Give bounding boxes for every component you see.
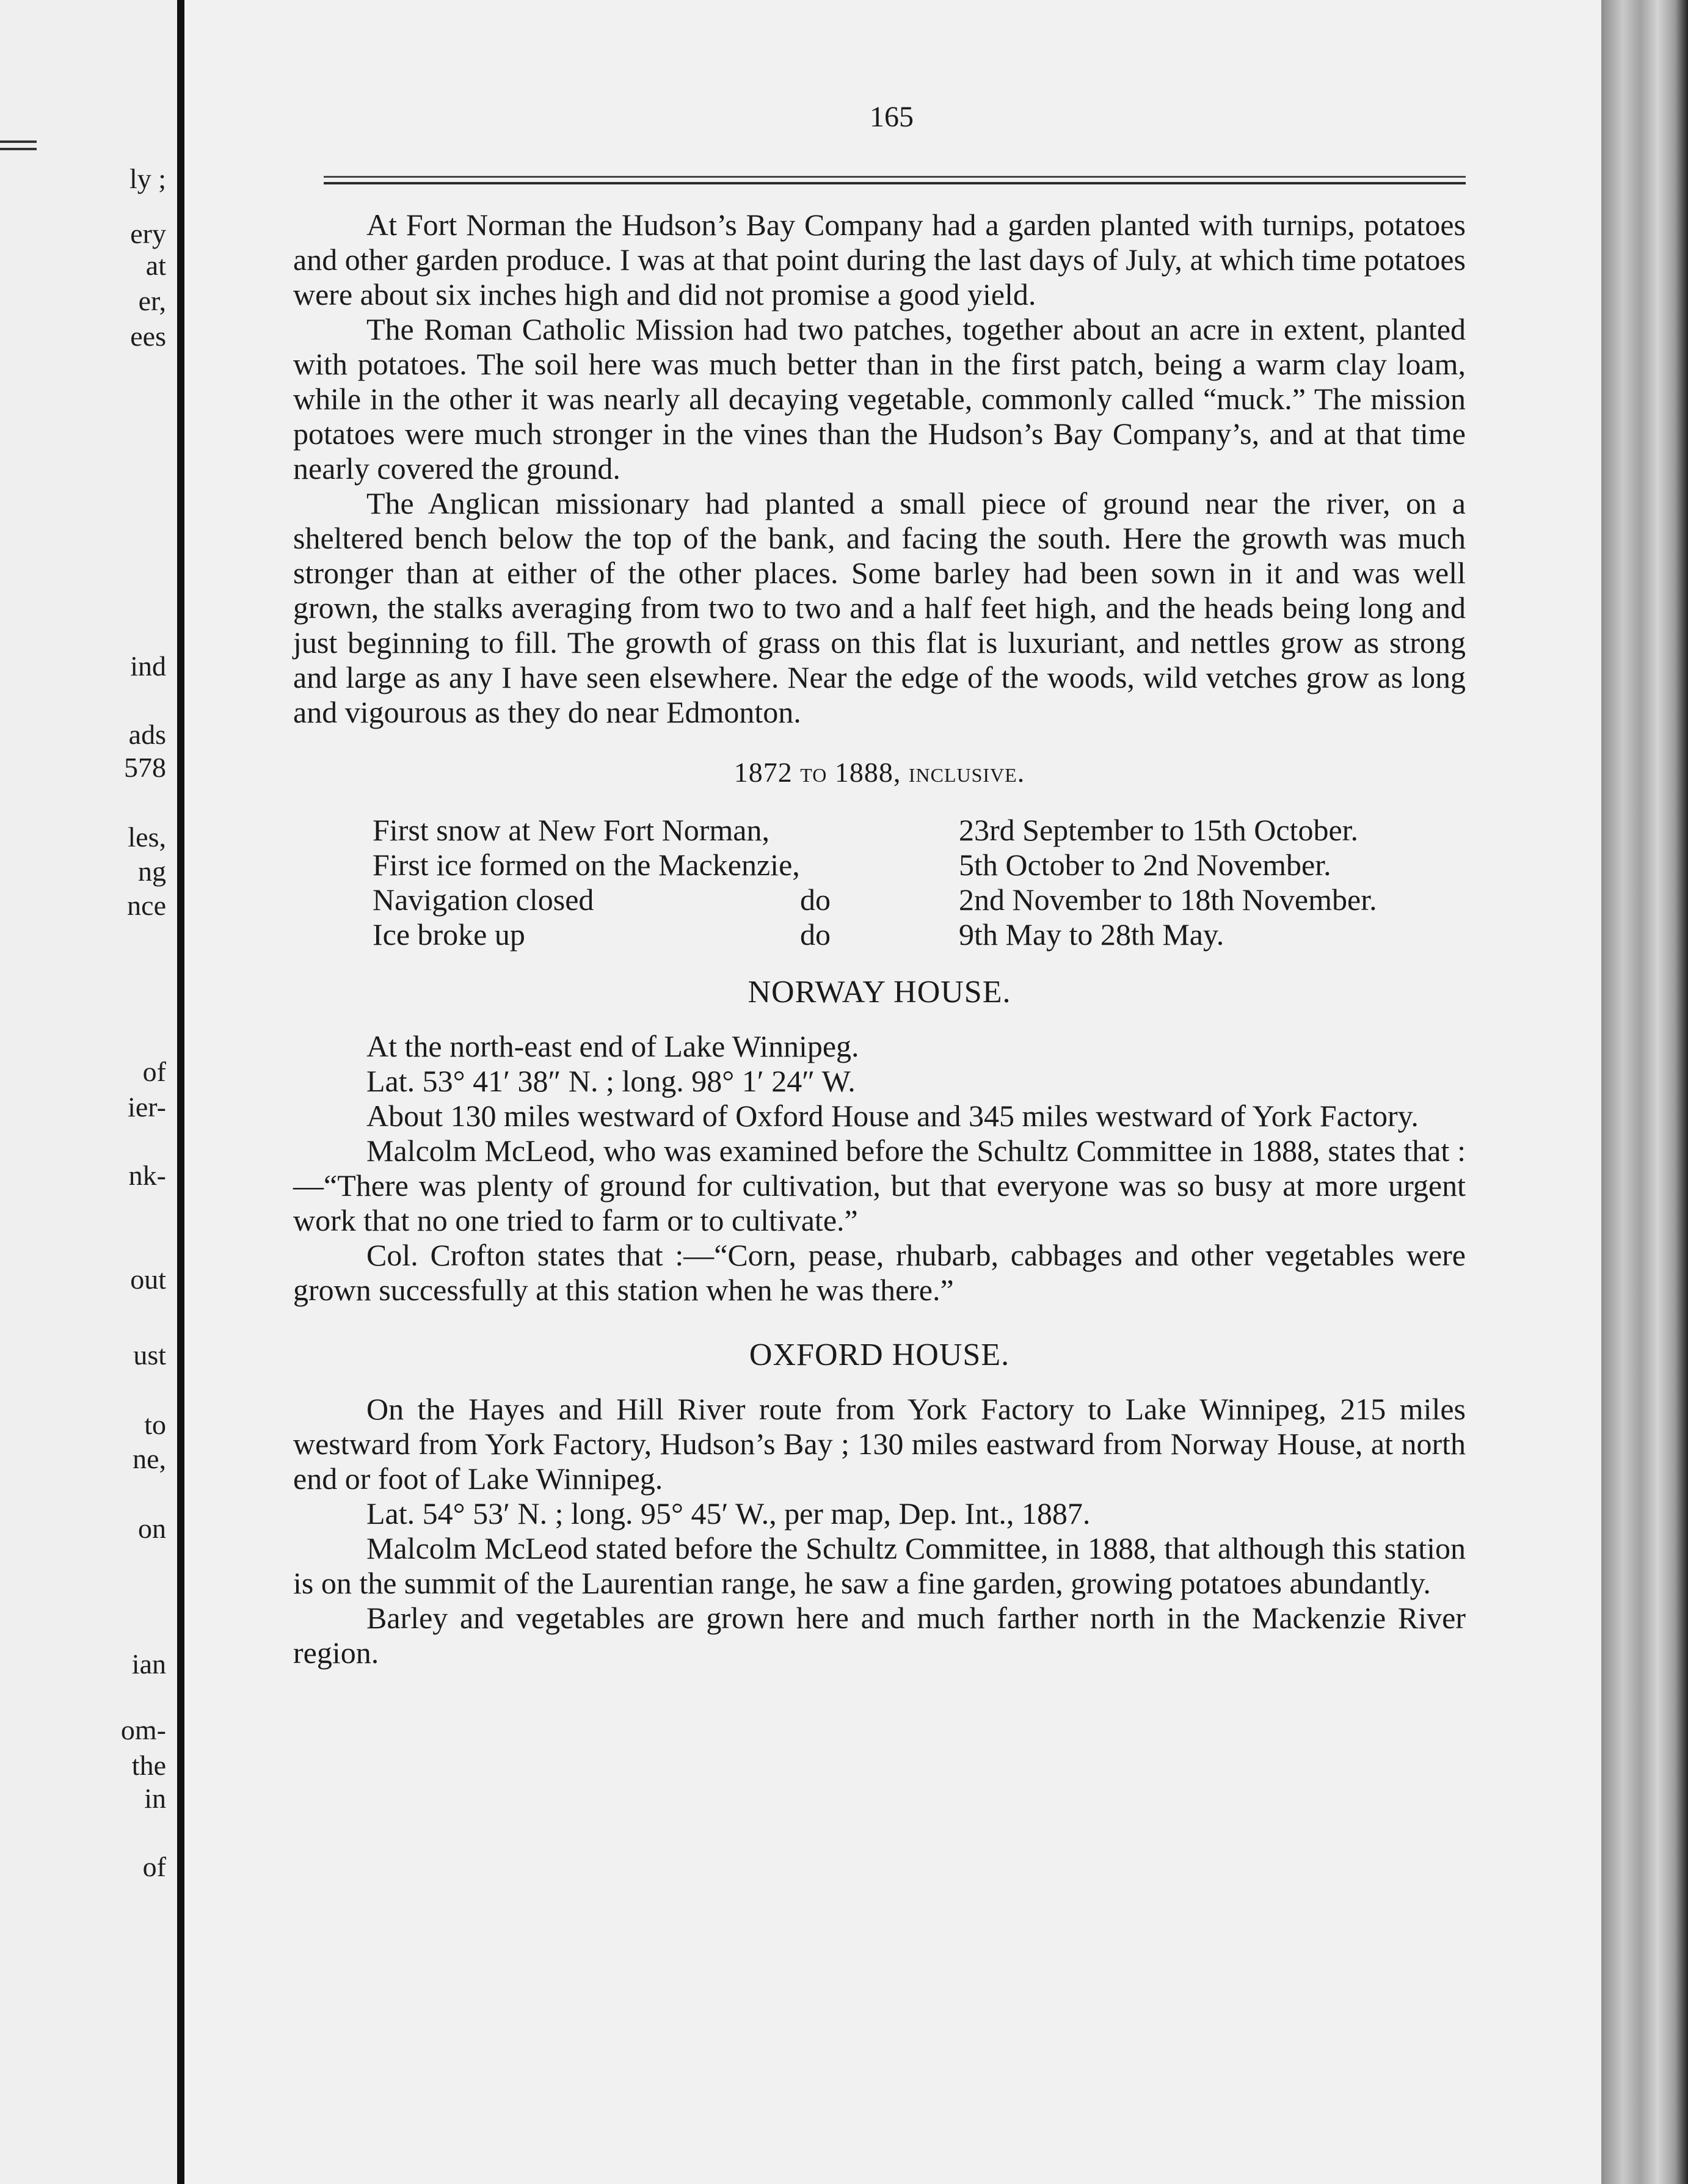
- left-page-fragment: of: [142, 1851, 166, 1882]
- page-stack-edge: [1601, 0, 1688, 2184]
- left-page-fragment: the: [131, 1750, 166, 1781]
- left-page-fragment: ads: [128, 719, 166, 750]
- left-page-fragment: ng: [138, 856, 166, 887]
- left-page-fragment: er,: [138, 285, 166, 316]
- left-page-fragment: ier-: [128, 1091, 166, 1123]
- climate-range: 5th October to 2nd November.: [959, 848, 1331, 882]
- left-facing-page: [0, 0, 177, 2184]
- paragraph-hbc-garden: At Fort Norman the Hudson’s Bay Company had a garden planted with turnips, potatoes and other garden produce. I was at that point during the last days of July, at which time potatoes were about six inches high and did not promise a good yield.: [293, 208, 1466, 311]
- oxford-house-section: [293, 1337, 1466, 1670]
- climate-range: 2nd November to 18th November.: [959, 883, 1377, 917]
- paragraph-roman-catholic-mission: The Roman Catholic Mission had two patches, together about an acre in extent, planted with potatoes. The soil here was much better than in the first patch, being a warm clay loam, while in the other it was nearly all decaying vegetable, commonly called “muck.” The mission potatoes were much stronger in the vines than the Hudson’s Bay Company’s, and at that time nearly covered the ground.: [293, 312, 1466, 486]
- paragraph-oxford-barley: Barley and vegetables are grown here and much farther north in the Mackenzie River region.: [293, 1601, 1466, 1670]
- left-page-fragment: nce: [127, 890, 166, 921]
- left-page-fragment: ery: [130, 218, 166, 249]
- climate-row: [373, 917, 1377, 952]
- left-page-fragment: out: [130, 1264, 166, 1295]
- norway-house-heading: NORWAY HOUSE.: [748, 975, 1011, 1010]
- left-page-fragment: 578: [124, 752, 166, 783]
- oxford-house-heading: OXFORD HOUSE.: [749, 1338, 1010, 1372]
- left-page-fragment: ust: [133, 1339, 166, 1370]
- paragraph-norway-distance: About 130 miles westward of Oxford House and 345 miles westward of York Factory.: [366, 1099, 1419, 1133]
- norway-house-section: [293, 974, 1466, 1308]
- climate-row: [373, 813, 1377, 848]
- oxford-house-coordinates: Lat. 54° 53′ N. ; long. 95° 45′ W., per map, Dep. Int., 1887.: [366, 1496, 1091, 1531]
- left-page-fragment: to: [144, 1409, 166, 1440]
- paragraph-anglican-missionary: The Anglican missionary had planted a small piece of ground near the river, on a sheltered bench below the top of the bank, and facing the south. Here the growth was much stronger than at either of the other places. Some barley had been sown in it and was well grown, the stalks averaging from two to two and a half feet high, and the heads being long and just beginning to fill. The growth of grass on this flat is luxuriant, and nettles grow as strong and large as any I have seen elsewhere. Near the edge of the woods, wild vetches grow as long and vigourous as they do near Edmonton.: [293, 486, 1466, 729]
- left-page-fragment: ly ;: [129, 163, 166, 194]
- paragraph-norway-mcleod: Malcolm McLeod, who was examined before the Schultz Committee in 1888, states that :—“There was plenty of ground for cultivation, but that everyone was so busy at more urgent work that no one tried to farm or to cultivate.”: [293, 1134, 1466, 1237]
- left-page-fragment: on: [138, 1513, 166, 1544]
- left-page-fragment: ees: [130, 321, 166, 352]
- norway-house-location: At the north-east end of Lake Winnipeg.: [366, 1029, 859, 1063]
- book-gutter: [177, 0, 184, 2184]
- climate-ditto: do: [800, 917, 831, 952]
- left-page-fragment: nk-: [128, 1160, 166, 1191]
- left-page-fragment: of: [142, 1056, 166, 1087]
- climate-row: [373, 883, 1377, 917]
- climate-event: Ice broke up: [373, 917, 525, 952]
- left-page-fragment: at: [145, 250, 166, 281]
- climate-ditto: do: [800, 883, 831, 917]
- climate-row: [373, 848, 1377, 883]
- climate-event: Navigation closed: [373, 883, 594, 917]
- header-double-rule: [324, 176, 1466, 186]
- left-page-fragment: les,: [128, 821, 166, 853]
- fort-norman-section: [293, 208, 1466, 730]
- paragraph-norway-crofton: Col. Crofton states that :—“Corn, pease, rhubarb, cabbages and other vegetables were grown successfully at this station when he was there.”: [293, 1238, 1466, 1307]
- climate-ditto: [800, 813, 959, 848]
- left-page-fragment: om-: [120, 1714, 166, 1745]
- left-page-fragment: ind: [130, 650, 166, 682]
- page-number: 165: [870, 101, 914, 133]
- left-page-fragment: in: [144, 1783, 166, 1814]
- climate-event: First snow at New Fort Norman,: [373, 813, 769, 847]
- climate-event: First ice formed on the Mackenzie,: [373, 848, 800, 882]
- climate-range: 23rd September to 15th October.: [959, 813, 1359, 847]
- page-body: [293, 208, 1466, 1670]
- climate-range: 9th May to 28th May.: [959, 917, 1224, 952]
- climate-table: [373, 813, 1377, 952]
- paragraph-oxford-mcleod: Malcolm McLeod stated before the Schultz Committee, in 1888, that although this station is on the summit of the Laurentian range, he saw a fine garden, growing potatoes abundantly.: [293, 1531, 1466, 1600]
- norway-house-coordinates: Lat. 53° 41′ 38″ N. ; long. 98° 1′ 24″ W.: [366, 1064, 856, 1098]
- climate-ditto: [800, 848, 959, 883]
- left-page-fragment: ne,: [133, 1443, 166, 1474]
- paragraph-oxford-route: On the Hayes and Hill River route from York Factory to Lake Winnipeg, 215 miles westward from York Factory, Hudson’s Bay ; 130 miles eastward from Norway House, at north end or foot of Lake Winnipeg.: [293, 1392, 1466, 1496]
- left-page-fragment: ian: [131, 1648, 166, 1680]
- climate-heading: 1872 to 1888, inclusive.: [733, 757, 1025, 788]
